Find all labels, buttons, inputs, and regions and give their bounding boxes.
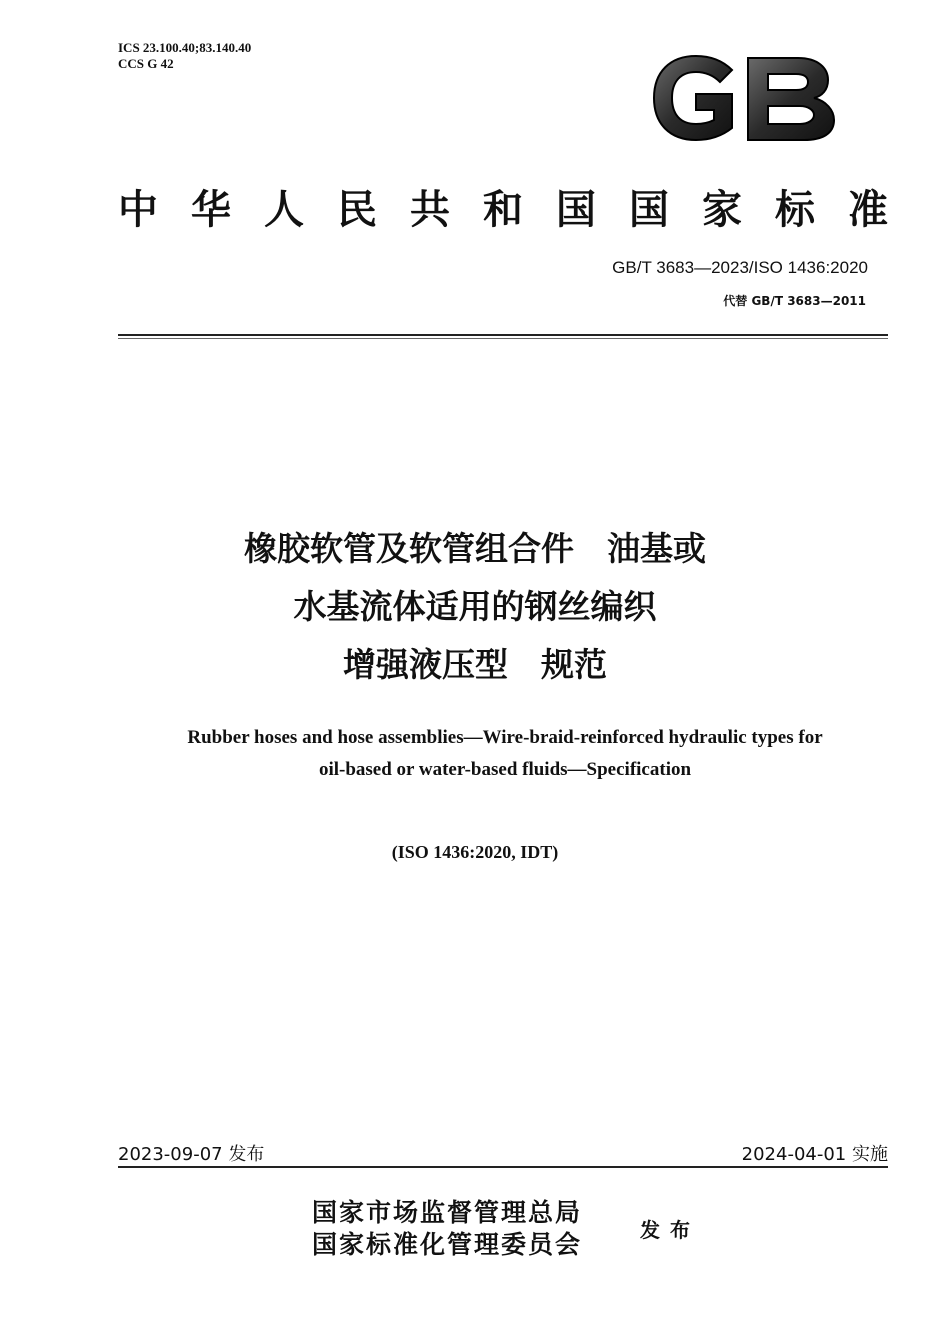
- title-char: 共: [410, 185, 450, 233]
- issue-date: 2023-09-07 发布: [118, 1144, 265, 1165]
- title-char: 国: [629, 185, 669, 233]
- title-en-line: Rubber hoses and hose assemblies—Wire-braid-reinforced hydraulic types for: [187, 727, 823, 748]
- title-char: 民: [337, 185, 377, 233]
- title-char: 标: [775, 185, 815, 233]
- title-char: 准: [848, 185, 888, 233]
- header-rule-thin: [118, 338, 888, 339]
- classification-codes: [118, 40, 251, 72]
- document-title-en: [120, 722, 890, 786]
- title-char: 家: [702, 185, 742, 233]
- replaces-standard: 代替 GB/T 3683—2011: [723, 294, 866, 308]
- title-zh-line: 增强液压型 规范: [343, 645, 607, 684]
- title-zh-line: 水基流体适用的钢丝编织: [293, 587, 657, 626]
- publish-label: 发布: [640, 1218, 700, 1242]
- issuer-sac: 国家标准化管理委员会: [312, 1230, 583, 1259]
- title-char: 人: [264, 185, 304, 233]
- document-title-zh: [0, 520, 950, 694]
- title-zh-line: 橡胶软管及软管组合件 油基或: [244, 529, 706, 568]
- ccs-code: CCS G 42: [118, 56, 174, 71]
- standard-number: GB/T 3683—2023/ISO 1436:2020: [612, 258, 868, 277]
- title-char: 华: [191, 185, 231, 233]
- title-char: 和: [483, 185, 523, 233]
- national-standard-title: [118, 178, 888, 234]
- issuing-authorities: [312, 1197, 582, 1261]
- footer-rule: [118, 1166, 888, 1168]
- title-char: 国: [556, 185, 596, 233]
- gb-logo: [648, 50, 838, 146]
- title-en-line: oil-based or water-based fluids—Specification: [318, 759, 692, 780]
- title-char: 中: [118, 185, 158, 233]
- issuer-samr: 国家市场监督管理总局: [312, 1198, 583, 1227]
- header-rule: [118, 334, 888, 336]
- ics-code: ICS 23.100.40;83.140.40: [118, 40, 252, 55]
- implementation-date: 2024-04-01 实施: [741, 1144, 888, 1165]
- iso-equivalence: (ISO 1436:2020, IDT): [391, 842, 559, 862]
